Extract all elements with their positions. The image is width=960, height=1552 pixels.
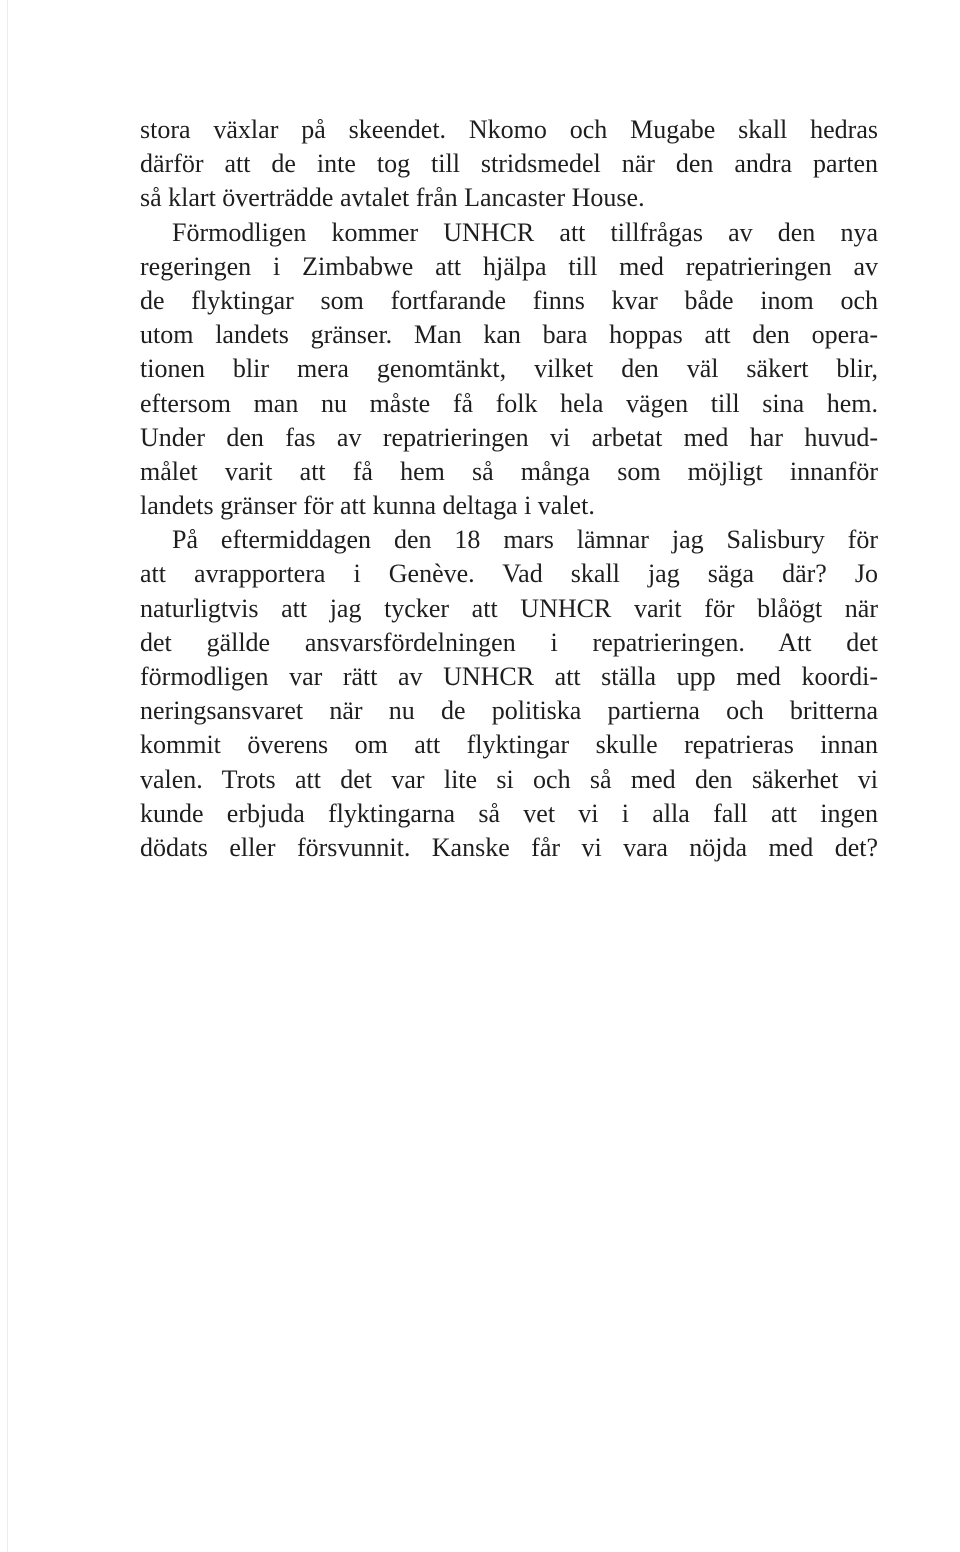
text-line: utom landets gränser. Man kan bara hoppas att den opera-: [140, 320, 878, 350]
text-line: landets gränser för att kunna deltaga i valet.: [140, 491, 595, 521]
text-line: så klart överträdde avtalet från Lancaster House.: [140, 183, 645, 213]
text-line: naturligtvis att jag tycker att UNHCR varit för blåögt när: [140, 593, 878, 623]
text-line: På eftermiddagen den 18 mars lämnar jag Salisbury för: [172, 525, 878, 555]
text-line: kunde erbjuda flyktingarna så vet vi i alla fall att ingen: [140, 798, 878, 828]
body-text: [140, 113, 878, 865]
text-line: därför att de inte tog till stridsmedel när den andra parten: [140, 149, 878, 179]
text-line: det gällde ansvarsfördelningen i repatrieringen. Att det: [140, 627, 878, 657]
text-line: kommit överens om att flyktingar skulle repatrieras innan: [140, 730, 878, 760]
text-line: att avrapportera i Genève. Vad skall jag säga där? Jo: [140, 559, 878, 589]
text-line: förmodligen var rätt av UNHCR att ställa upp med koordi-: [140, 662, 878, 691]
text-line: eftersom man nu måste få folk hela vägen till sina hem.: [140, 388, 878, 418]
text-line: neringsansvaret när nu de politiska partierna och britterna: [140, 696, 878, 726]
text-line: målet varit att få hem så många som möjligt innanför: [140, 456, 878, 486]
text-line: Förmodligen kommer UNHCR att tillfrågas av den nya: [172, 217, 878, 247]
text-line: valen. Trots att det var lite si och så med den säkerhet vi: [140, 764, 878, 794]
text-line: de flyktingar som fortfarande finns kvar både inom och: [140, 285, 878, 315]
page-edge-line: [7, 0, 8, 1552]
text-line: dödats eller försvunnit. Kanske får vi vara nöjda med det?: [140, 832, 878, 862]
text-line: Under den fas av repatrieringen vi arbetat med har huvud-: [140, 422, 878, 452]
text-line: tionen blir mera genomtänkt, vilket den väl säkert blir,: [140, 354, 878, 384]
text-line: stora växlar på skeendet. Nkomo och Mugabe skall hedras: [140, 115, 878, 144]
text-line: regeringen i Zimbabwe att hjälpa till med repatrieringen av: [140, 251, 878, 281]
